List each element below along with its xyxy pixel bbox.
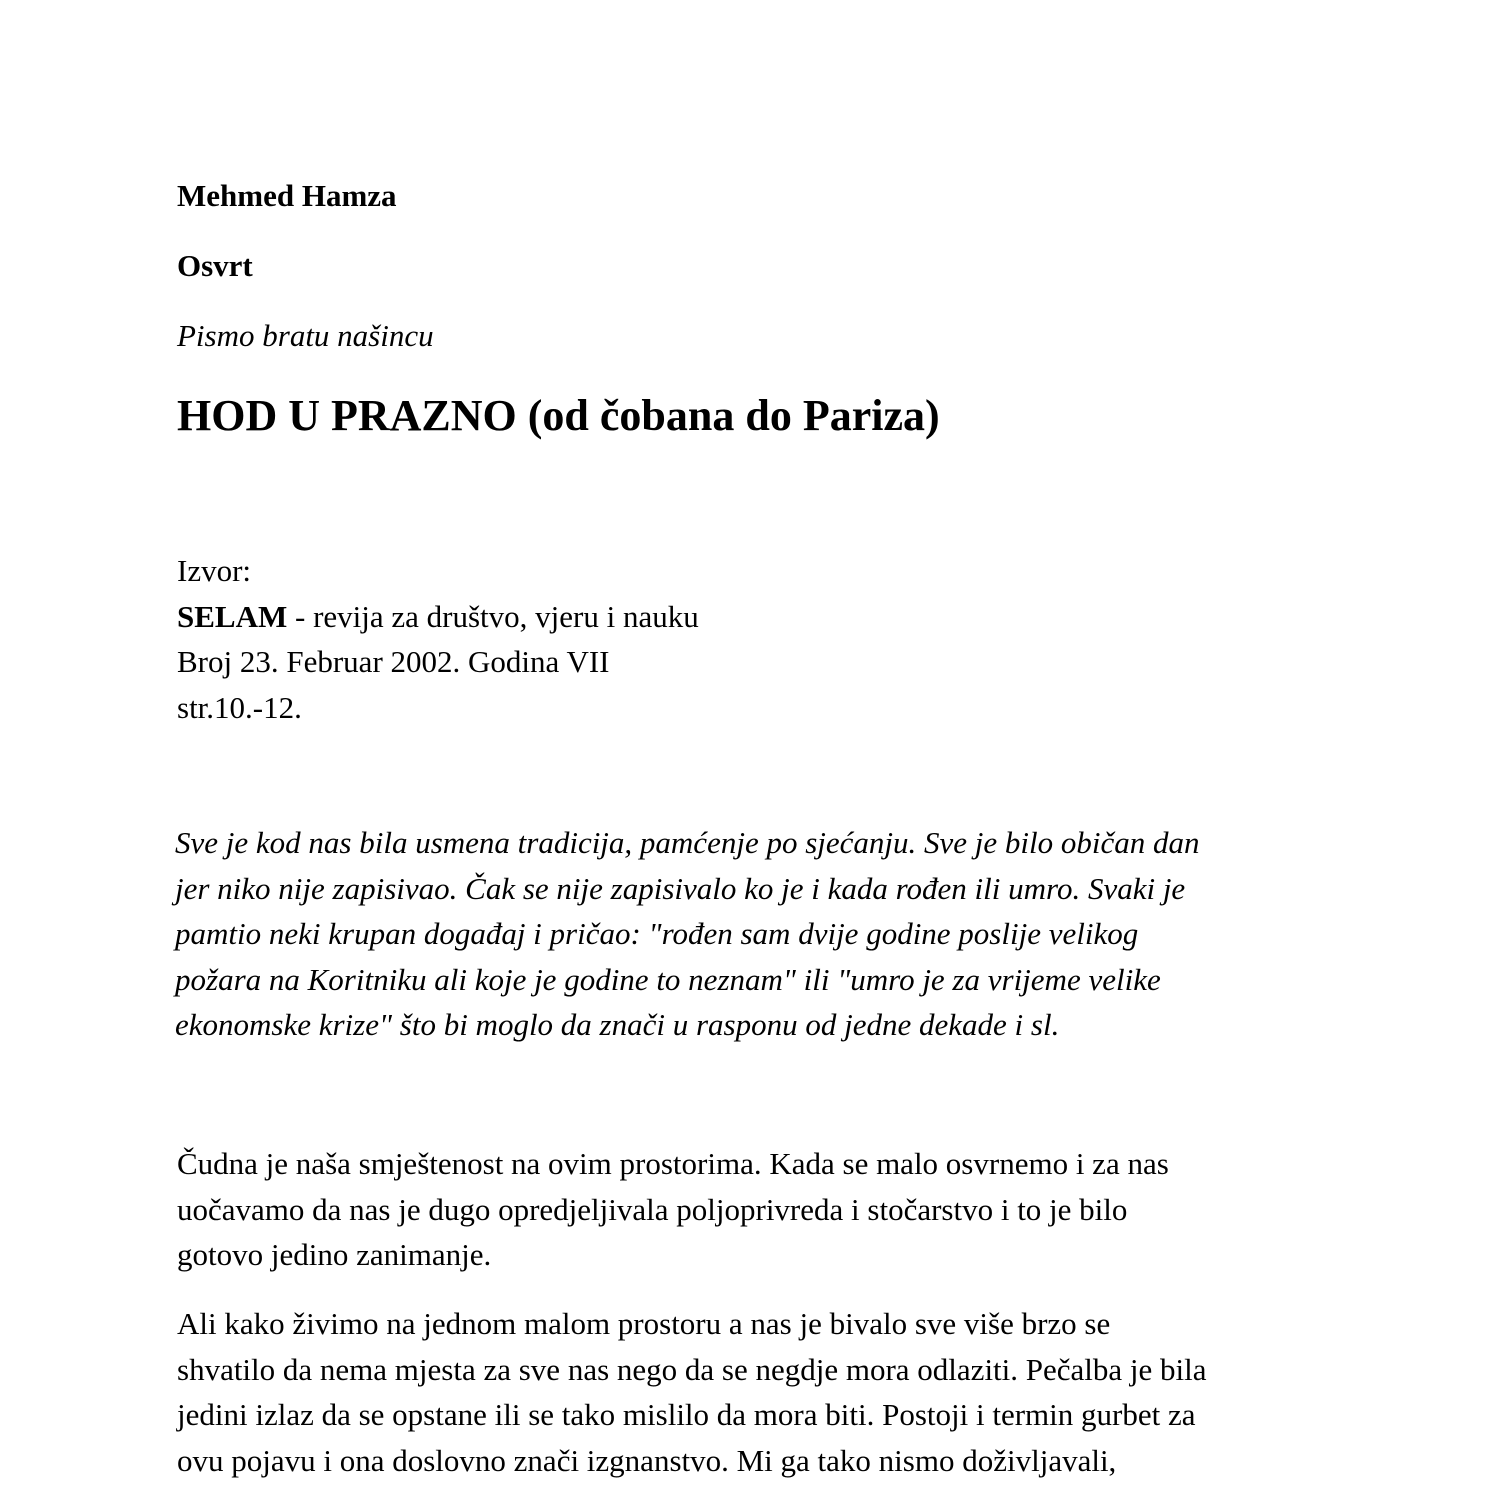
source-pages: str.10.-12. bbox=[177, 689, 302, 725]
text-line: Čudna je naša smještenost na ovim prostorima. Kada se malo osvrnemo i za nas bbox=[177, 1146, 1169, 1181]
body-paragraph-2 bbox=[177, 1301, 1207, 1483]
text-line: pamtio neki krupan događaj i pričao: "rođen sam dvije godine poslije velikog bbox=[175, 916, 1139, 951]
text-line: shvatilo da nema mjesta za sve nas nego da se negdje mora odlaziti. Pečalba je bila bbox=[177, 1351, 1207, 1387]
intro-paragraph bbox=[175, 820, 1200, 1048]
article-title: HOD U PRAZNO (od čobana do Pariza) bbox=[177, 391, 940, 440]
text-line: jedini izlaz da se opstane ili se tako mislilo da mora biti. Postoji i termin gurbet za bbox=[177, 1397, 1196, 1432]
text-line: Ali kako živimo na jednom malom prostoru a nas je bivalo sve više brzo se bbox=[177, 1306, 1111, 1341]
source-label: Izvor: bbox=[177, 553, 252, 588]
text-line: požara na Koritniku ali koje je godine to neznam" ili "umro je za vrijeme velike bbox=[175, 961, 1161, 997]
text-line: ovu pojavu i ona doslovno znači izgnanstvo. Mi ga tako nismo doživljavali, bbox=[177, 1442, 1117, 1478]
source-publication bbox=[177, 594, 699, 640]
text-line: Sve je kod nas bila usmena tradicija, pamćenje po sjećanju. Sve je bilo običan dan bbox=[175, 825, 1200, 860]
section-label: Osvrt bbox=[177, 248, 253, 283]
text-line: ekonomske krize" što bi moglo da znači u rasponu od jedne dekade i sl. bbox=[175, 1007, 1060, 1042]
body-paragraph-1 bbox=[177, 1141, 1169, 1278]
source-block bbox=[177, 548, 699, 730]
text-line: uočavamo da nas je dugo opredjeljivala poljoprivreda i stočarstvo i to je bilo bbox=[177, 1191, 1128, 1227]
publication-name: SELAM bbox=[177, 598, 288, 634]
subtitle: Pismo bratu našincu bbox=[177, 318, 434, 353]
publication-desc: - revija za društvo, vjeru i nauku bbox=[287, 598, 699, 634]
text-line: gotovo jedino zanimanje. bbox=[177, 1237, 492, 1272]
text-line: jer niko nije zapisivao. Čak se nije zapisivalo ko je i kada rođen ili umro. Svaki je bbox=[175, 870, 1186, 906]
author-name: Mehmed Hamza bbox=[177, 178, 397, 213]
source-issue: Broj 23. Februar 2002. Godina VII bbox=[177, 644, 610, 679]
